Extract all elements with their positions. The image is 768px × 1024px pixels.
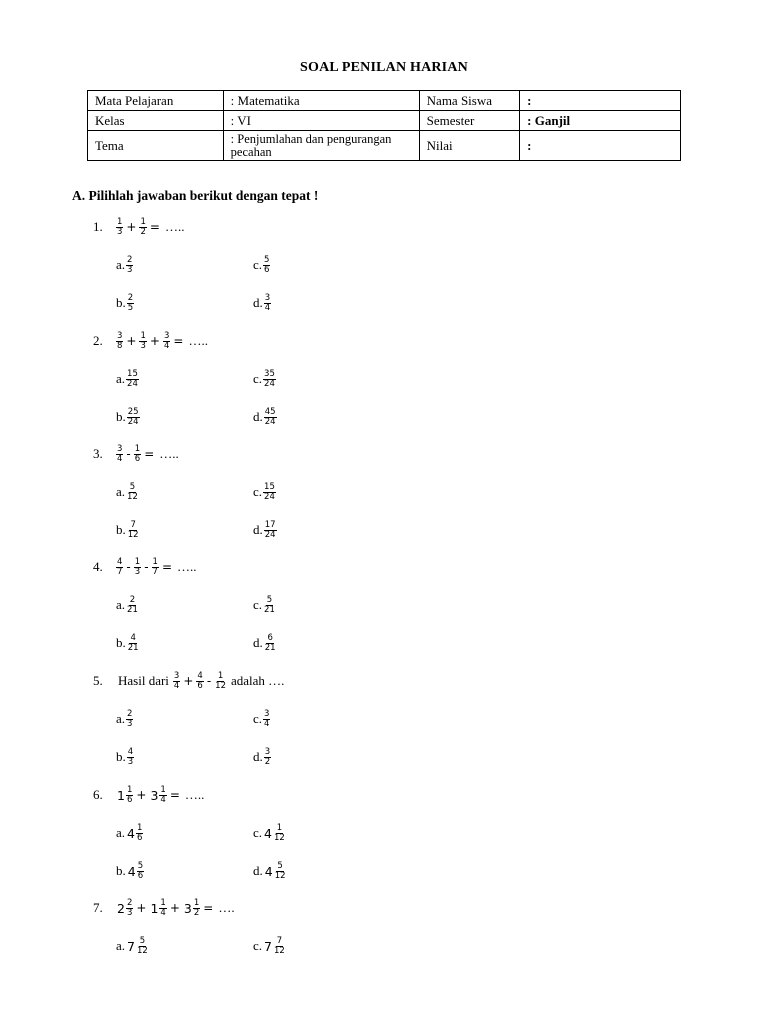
question-number: 5. <box>93 673 103 688</box>
fraction-denominator: 12 <box>215 680 226 691</box>
fraction-numerator: 15 <box>127 368 138 379</box>
fraction-numerator: 45 <box>264 406 276 417</box>
fraction <box>263 710 270 729</box>
option-letter: d. <box>253 863 263 878</box>
fraction-denominator: 3 <box>127 718 133 729</box>
fraction <box>214 672 227 691</box>
option-letter: d. <box>253 749 263 764</box>
option-5-b <box>116 744 135 770</box>
fraction-numerator: 1 <box>136 822 143 833</box>
option-6-a <box>116 820 144 846</box>
fraction <box>274 862 287 881</box>
fraction <box>263 256 270 275</box>
question-3 <box>93 441 182 467</box>
option-2-d <box>253 404 278 430</box>
fraction-denominator: 24 <box>264 416 276 427</box>
header-table <box>87 90 681 161</box>
fraction <box>116 218 123 237</box>
option-letter: d. <box>253 295 263 310</box>
header-row-class <box>88 111 681 131</box>
operator: - <box>144 560 149 574</box>
question-number: 4. <box>93 559 103 574</box>
fraction-denominator: 12 <box>273 945 285 956</box>
fraction-denominator: 24 <box>264 378 275 389</box>
fraction-numerator: 3 <box>264 746 271 757</box>
option-4-a <box>116 592 140 618</box>
option-5-a <box>116 706 134 732</box>
option-3-b <box>116 517 141 543</box>
fraction-numerator: 5 <box>137 860 144 871</box>
fraction-denominator: 3 <box>126 907 133 918</box>
fraction-numerator: 2 <box>127 254 133 265</box>
fraction-numerator: 7 <box>130 519 136 530</box>
fraction <box>264 634 277 653</box>
operator: + <box>169 901 180 915</box>
fraction <box>136 824 143 843</box>
fraction-numerator: 5 <box>266 594 273 605</box>
fraction-denominator: 21 <box>264 642 276 653</box>
whole-number: 7 <box>264 938 272 954</box>
operator: - <box>126 447 131 461</box>
label-theme: Tema <box>88 131 224 161</box>
whole-number: 3 <box>183 900 192 916</box>
fraction-denominator: 3 <box>134 566 141 577</box>
fraction-denominator: 6 <box>197 680 203 691</box>
option-7-c <box>253 933 287 959</box>
fraction-numerator: 17 <box>264 519 276 530</box>
whole-number: 1 <box>150 900 159 916</box>
fraction-numerator: 1 <box>140 216 146 227</box>
fraction-numerator: 3 <box>163 330 170 341</box>
operator: = <box>144 447 155 461</box>
option-letter: c. <box>253 484 263 499</box>
fraction <box>126 256 133 275</box>
option-2-c <box>253 366 277 392</box>
fraction <box>126 370 139 389</box>
fraction <box>163 332 170 351</box>
expression-text: ….. <box>164 219 185 234</box>
option-6-d <box>253 858 288 884</box>
operator: + <box>149 334 160 348</box>
fraction-numerator: 1 <box>217 670 224 681</box>
fraction-numerator: 3 <box>264 292 271 303</box>
option-letter: b. <box>116 863 126 878</box>
option-letter: b. <box>116 409 126 424</box>
fraction-denominator: 21 <box>127 604 138 615</box>
question-6 <box>93 782 207 808</box>
question-number: 6. <box>93 787 103 802</box>
whole-number: 4 <box>264 863 273 879</box>
option-letter: a. <box>116 257 126 272</box>
expression-text: ….. <box>188 333 208 348</box>
option-letter: d. <box>253 635 263 650</box>
fraction-numerator: 25 <box>127 406 139 417</box>
fraction <box>127 634 140 653</box>
fraction-denominator: 12 <box>127 491 138 502</box>
option-4-b <box>116 630 141 656</box>
question-number: 3. <box>93 446 103 461</box>
fraction-denominator: 4 <box>160 794 166 805</box>
fraction-numerator: 5 <box>139 935 146 946</box>
fraction-numerator: 35 <box>264 368 275 379</box>
operator: - <box>206 674 212 688</box>
page-title: SOAL PENILAN HARIAN <box>300 60 468 75</box>
header-row-theme <box>88 131 681 161</box>
fraction-denominator: 7 <box>117 566 123 577</box>
fraction-numerator: 5 <box>277 860 283 871</box>
fraction-denominator: 4 <box>264 302 271 313</box>
operator: = <box>161 560 173 574</box>
option-letter: a. <box>116 938 126 953</box>
fraction-numerator: 3 <box>173 670 180 681</box>
fraction-numerator: 1 <box>152 556 158 567</box>
fraction <box>273 937 286 956</box>
fraction <box>116 332 123 351</box>
option-letter: c. <box>253 938 263 953</box>
value-student-name: : <box>520 91 681 111</box>
fraction-denominator: 3 <box>127 264 133 275</box>
operator: = <box>149 220 160 234</box>
fraction <box>126 596 139 615</box>
fraction-denominator: 6 <box>137 870 144 881</box>
question-number: 7. <box>93 900 103 915</box>
fraction <box>193 899 200 918</box>
option-letter: b. <box>116 635 126 650</box>
fraction-numerator: 1 <box>160 784 166 795</box>
fraction-denominator: 24 <box>264 529 276 540</box>
option-letter: c. <box>253 257 263 272</box>
option-letter: d. <box>253 409 263 424</box>
fraction-denominator: 12 <box>274 870 286 881</box>
header-row-subject <box>88 91 681 111</box>
whole-number: 7 <box>127 938 135 954</box>
option-4-c <box>253 592 277 618</box>
fraction <box>116 445 123 464</box>
question-number: 1. <box>93 219 103 234</box>
question-4 <box>93 554 200 580</box>
option-1-b <box>116 290 135 316</box>
fraction <box>264 521 277 540</box>
fraction <box>263 596 276 615</box>
fraction-numerator: 15 <box>264 481 275 492</box>
option-2-b <box>116 404 141 430</box>
fraction <box>134 445 141 464</box>
fraction <box>126 710 133 729</box>
label-score: Nilai <box>419 131 520 161</box>
fraction-denominator: 4 <box>264 718 270 729</box>
fraction-numerator: 1 <box>117 216 123 227</box>
fraction <box>152 558 159 577</box>
option-1-c <box>253 252 271 278</box>
fraction-numerator: 1 <box>160 897 166 908</box>
fraction <box>127 521 140 540</box>
fraction-numerator: 4 <box>130 632 136 643</box>
question-1 <box>93 214 187 240</box>
option-letter: a. <box>116 484 126 499</box>
fraction-denominator: 2 <box>264 756 271 767</box>
option-5-c <box>253 706 271 732</box>
fraction <box>127 748 134 767</box>
operator: + <box>126 220 137 234</box>
fraction-denominator: 4 <box>163 340 170 351</box>
fraction <box>273 824 286 843</box>
value-semester: : Ganjil <box>520 111 681 131</box>
expression-text: Hasil dari <box>118 673 169 688</box>
fraction-numerator: 2 <box>127 292 134 303</box>
operator: = <box>173 334 184 348</box>
fraction-denominator: 24 <box>127 378 138 389</box>
fraction-numerator: 1 <box>193 897 200 908</box>
operator: + <box>136 901 147 915</box>
operator: + <box>136 788 147 802</box>
label-subject: Mata Pelajaran <box>88 91 224 111</box>
fraction <box>126 786 133 805</box>
fraction <box>263 483 276 502</box>
fraction-numerator: 5 <box>129 481 136 492</box>
option-7-a <box>116 933 150 959</box>
fraction-numerator: 1 <box>134 556 141 567</box>
option-letter: b. <box>116 749 126 764</box>
option-letter: c. <box>253 597 263 612</box>
option-6-c <box>253 820 287 846</box>
expression-text: ….. <box>159 446 179 461</box>
fraction <box>139 218 146 237</box>
fraction-denominator: 6 <box>264 264 270 275</box>
fraction-denominator: 4 <box>160 907 166 918</box>
fraction <box>139 332 146 351</box>
value-class: : VI <box>223 111 419 131</box>
fraction-denominator: 2 <box>140 226 146 237</box>
fraction <box>127 294 134 313</box>
fraction-denominator: 21 <box>127 642 139 653</box>
fraction-denominator: 6 <box>134 453 141 464</box>
option-1-a <box>116 252 134 278</box>
fraction-denominator: 4 <box>173 680 180 691</box>
operator: = <box>169 788 180 802</box>
option-3-d <box>253 517 278 543</box>
whole-number: 3 <box>150 787 159 803</box>
fraction-numerator: 1 <box>140 330 146 341</box>
fraction <box>126 483 139 502</box>
fraction <box>127 408 140 427</box>
fraction <box>136 937 149 956</box>
whole-number: 4 <box>127 863 136 879</box>
expression-text: …. <box>218 900 235 915</box>
option-letter: c. <box>253 825 263 840</box>
fraction <box>264 408 277 427</box>
fraction-numerator: 4 <box>197 670 203 681</box>
option-letter: a. <box>116 371 126 386</box>
whole-number: 1 <box>117 787 125 803</box>
fraction-numerator: 4 <box>117 556 123 567</box>
fraction-numerator: 3 <box>264 708 270 719</box>
option-letter: b. <box>116 522 126 537</box>
option-letter: a. <box>116 825 126 840</box>
fraction-numerator: 2 <box>129 594 136 605</box>
fraction-numerator: 3 <box>117 330 123 341</box>
option-letter: a. <box>116 711 126 726</box>
option-3-c <box>253 479 277 505</box>
operator: + <box>183 674 194 688</box>
expression-text: ….. <box>184 787 205 802</box>
operator: = <box>203 901 214 915</box>
fraction-denominator: 12 <box>127 529 139 540</box>
fraction-numerator: 6 <box>267 632 273 643</box>
fraction-denominator: 2 <box>193 907 200 918</box>
question-2 <box>93 328 211 354</box>
fraction <box>159 899 166 918</box>
fraction <box>126 899 133 918</box>
fraction-denominator: 21 <box>264 604 275 615</box>
fraction-denominator: 8 <box>117 340 123 351</box>
whole-number: 4 <box>127 825 135 841</box>
value-theme: : Penjumlahan dan pengurangan pecahan <box>223 131 419 161</box>
fraction-denominator: 3 <box>117 226 123 237</box>
fraction-denominator: 4 <box>117 453 123 464</box>
fraction <box>173 672 180 691</box>
fraction <box>134 558 141 577</box>
label-student-name: Nama Siswa <box>419 91 520 111</box>
fraction-numerator: 1 <box>126 784 133 795</box>
question-7 <box>93 895 238 921</box>
value-subject: : Matematika <box>223 91 419 111</box>
fraction-denominator: 12 <box>273 832 285 843</box>
fraction-denominator: 5 <box>127 302 134 313</box>
fraction-numerator: 4 <box>127 746 134 757</box>
fraction <box>159 786 166 805</box>
fraction <box>196 672 203 691</box>
fraction <box>116 558 123 577</box>
label-semester: Semester <box>419 111 520 131</box>
fraction-denominator: 6 <box>126 794 133 805</box>
fraction-denominator: 7 <box>152 566 158 577</box>
option-2-a <box>116 366 140 392</box>
whole-number: 2 <box>117 900 125 916</box>
question-number: 2. <box>93 333 103 348</box>
expression-text: adalah …. <box>230 673 285 688</box>
fraction-numerator: 5 <box>264 254 270 265</box>
option-letter: c. <box>253 371 263 386</box>
fraction <box>137 862 144 881</box>
fraction-numerator: 1 <box>276 822 283 833</box>
whole-number: 4 <box>264 825 272 841</box>
option-1-d <box>253 290 272 316</box>
fraction-denominator: 24 <box>127 416 139 427</box>
fraction-denominator: 24 <box>264 491 275 502</box>
fraction-denominator: 3 <box>140 340 146 351</box>
option-letter: b. <box>116 295 126 310</box>
value-score: : <box>520 131 681 161</box>
operator: - <box>126 560 131 574</box>
option-4-d <box>253 630 278 656</box>
option-letter: c. <box>253 711 263 726</box>
expression-text: ….. <box>177 559 197 574</box>
fraction <box>264 294 271 313</box>
operator: + <box>126 334 137 348</box>
label-class: Kelas <box>88 111 224 131</box>
option-3-a <box>116 479 140 505</box>
fraction-numerator: 1 <box>134 443 141 454</box>
fraction-numerator: 2 <box>127 708 133 719</box>
question-5 <box>93 668 287 694</box>
option-letter: d. <box>253 522 263 537</box>
fraction-denominator: 3 <box>127 756 134 767</box>
fraction-numerator: 3 <box>117 443 123 454</box>
fraction-numerator: 2 <box>126 897 133 908</box>
fraction <box>263 370 276 389</box>
option-letter: a. <box>116 597 126 612</box>
section-heading: A. Pilihlah jawaban berikut dengan tepat ! <box>72 188 319 203</box>
fraction-denominator: 12 <box>136 945 148 956</box>
option-6-b <box>116 858 145 884</box>
fraction-denominator: 6 <box>136 832 143 843</box>
option-5-d <box>253 744 272 770</box>
fraction <box>264 748 271 767</box>
fraction-numerator: 7 <box>276 935 283 946</box>
